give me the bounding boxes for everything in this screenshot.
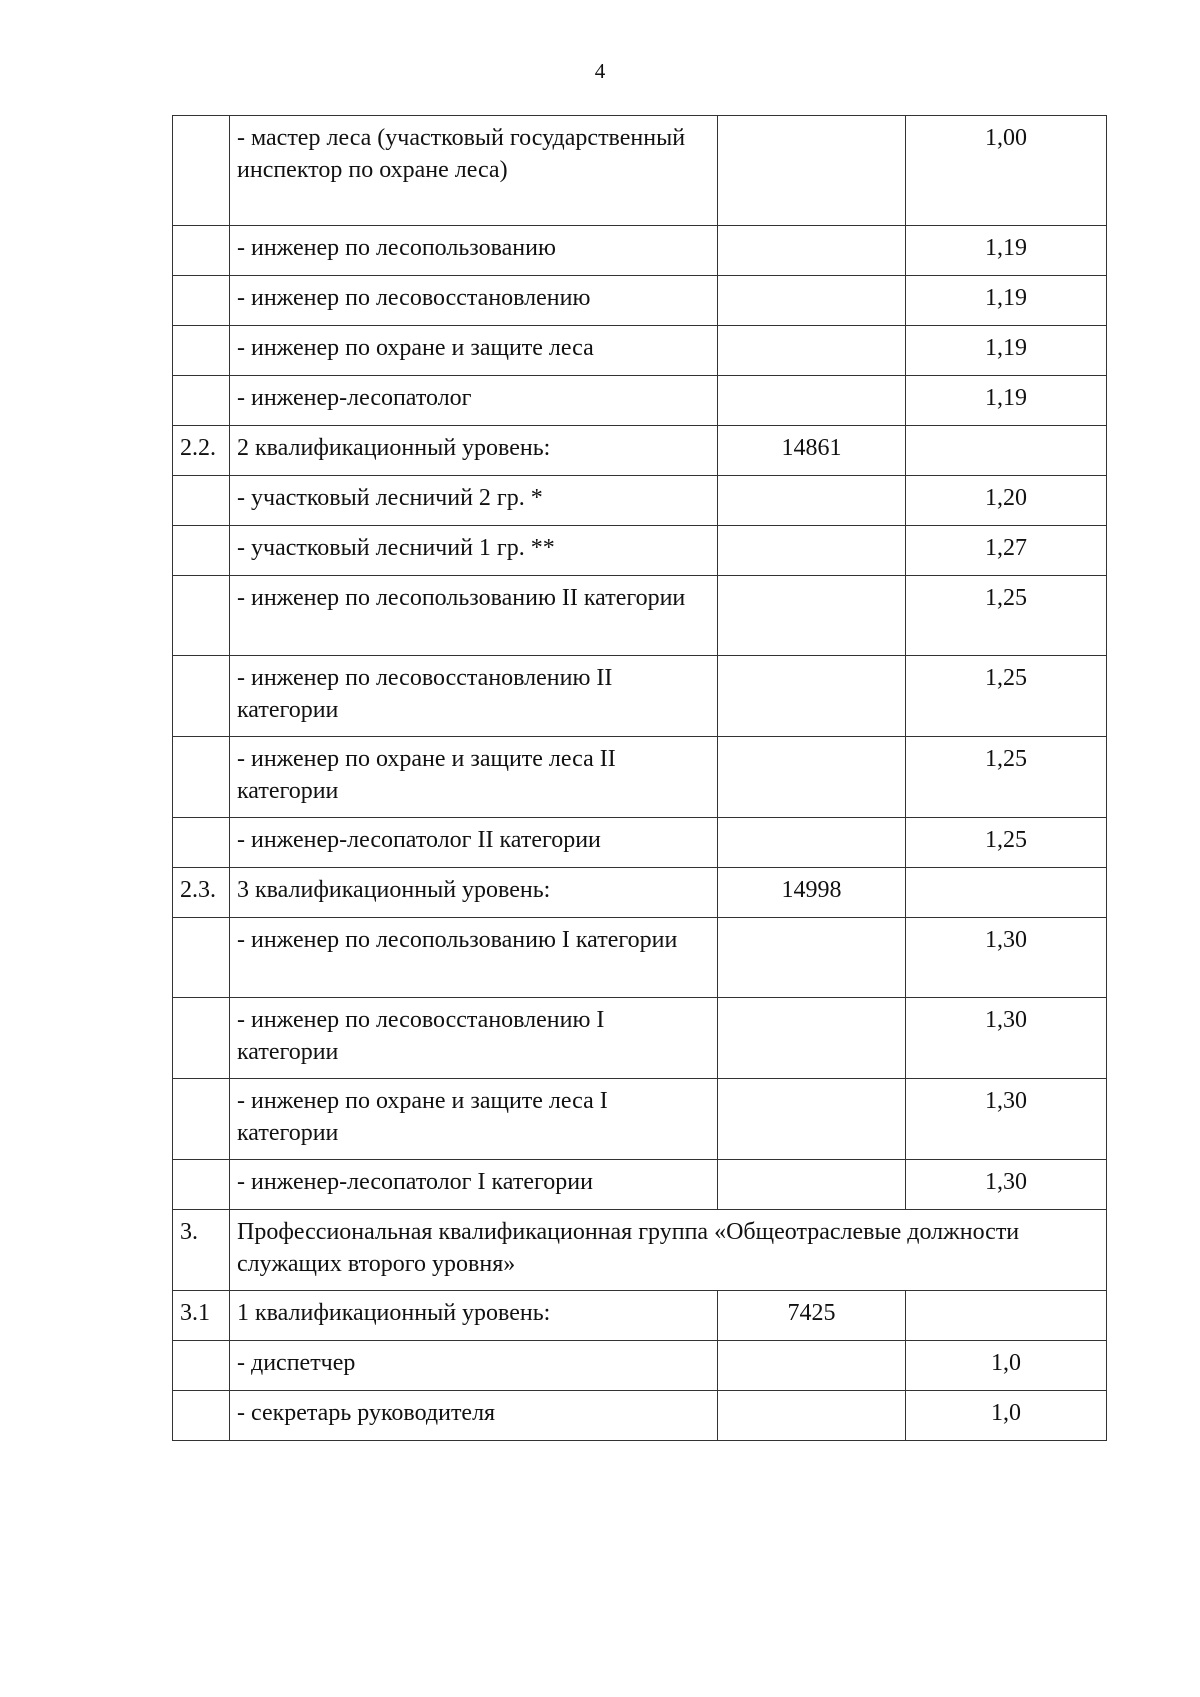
coefficient-cell: 1,19: [906, 226, 1107, 276]
position-name-cell: - участковый лесничий 1 гр. **: [230, 526, 718, 576]
table-row: [173, 476, 1107, 526]
base-salary-cell: [718, 1079, 906, 1160]
coefficient-cell: 1,30: [906, 998, 1107, 1079]
base-salary-cell: [718, 1341, 906, 1391]
row-number-cell: 3.: [173, 1210, 230, 1291]
row-number-cell: [173, 526, 230, 576]
base-salary-cell: [718, 656, 906, 737]
base-salary-cell: 14861: [718, 426, 906, 476]
base-salary-cell: [718, 918, 906, 998]
row-number-cell: [173, 376, 230, 426]
base-salary-cell: [718, 276, 906, 326]
base-salary-cell: [718, 1391, 906, 1441]
table-row: [173, 737, 1107, 818]
row-number-cell: [173, 737, 230, 818]
coefficient-cell: [906, 868, 1107, 918]
coefficient-cell: 1,25: [906, 576, 1107, 656]
table-row: [173, 276, 1107, 326]
table-row: [173, 818, 1107, 868]
table-row: [173, 1391, 1107, 1441]
table-row: [173, 1341, 1107, 1391]
base-salary-cell: 7425: [718, 1291, 906, 1341]
position-name-cell: 2 квалификационный уровень:: [230, 426, 718, 476]
coefficient-cell: 1,27: [906, 526, 1107, 576]
position-name-cell: - инженер по охране и защите леса: [230, 326, 718, 376]
row-number-cell: [173, 656, 230, 737]
coefficient-cell: 1,00: [906, 116, 1107, 226]
salary-table: [172, 115, 1107, 1441]
base-salary-cell: [718, 737, 906, 818]
row-number-cell: [173, 998, 230, 1079]
position-name-cell: - инженер по охране и защите леса I категории: [230, 1079, 718, 1160]
row-number-cell: [173, 1079, 230, 1160]
base-salary-cell: [718, 818, 906, 868]
coefficient-cell: 1,30: [906, 1160, 1107, 1210]
position-name-cell: - участковый лесничий 2 гр. *: [230, 476, 718, 526]
table-row: [173, 226, 1107, 276]
coefficient-cell: 1,25: [906, 656, 1107, 737]
position-name-cell: - инженер по охране и защите леса II категории: [230, 737, 718, 818]
position-name-cell: - мастер леса (участковый государственный инспектор по охране леса): [230, 116, 718, 226]
position-name-cell: - инженер-лесопатолог I категории: [230, 1160, 718, 1210]
base-salary-cell: [718, 576, 906, 656]
base-salary-cell: [718, 476, 906, 526]
table-row: [173, 116, 1107, 226]
coefficient-cell: 1,19: [906, 276, 1107, 326]
row-number-cell: [173, 576, 230, 656]
position-name-cell: - инженер по лесопользованию I категории: [230, 918, 718, 998]
coefficient-cell: [906, 426, 1107, 476]
position-name-cell: - инженер-лесопатолог: [230, 376, 718, 426]
base-salary-cell: [718, 116, 906, 226]
coefficient-cell: 1,0: [906, 1391, 1107, 1441]
row-number-cell: [173, 116, 230, 226]
row-number-cell: [173, 818, 230, 868]
table-row: [173, 1160, 1107, 1210]
coefficient-cell: 1,19: [906, 326, 1107, 376]
row-number-cell: [173, 1341, 230, 1391]
table-row: [173, 656, 1107, 737]
base-salary-cell: 14998: [718, 868, 906, 918]
base-salary-cell: [718, 376, 906, 426]
coefficient-cell: 1,19: [906, 376, 1107, 426]
coefficient-cell: 1,30: [906, 1079, 1107, 1160]
table-row: [173, 868, 1107, 918]
base-salary-cell: [718, 326, 906, 376]
table-row: [173, 526, 1107, 576]
group-title-cell: Профессиональная квалификационная группа «Общеотраслевые должности служащих второго уровня»: [230, 1210, 1107, 1291]
row-number-cell: [173, 276, 230, 326]
table-row: [173, 376, 1107, 426]
position-name-cell: - диспетчер: [230, 1341, 718, 1391]
position-name-cell: - инженер по лесопользованию II категории: [230, 576, 718, 656]
coefficient-cell: 1,20: [906, 476, 1107, 526]
page-number: 4: [594, 59, 606, 83]
position-name-cell: - инженер по лесовосстановлению II категории: [230, 656, 718, 737]
position-name-cell: - секретарь руководителя: [230, 1391, 718, 1441]
row-number-cell: [173, 1160, 230, 1210]
row-number-cell: [173, 326, 230, 376]
table-body: [173, 116, 1107, 1441]
table-row: [173, 426, 1107, 476]
row-number-cell: [173, 476, 230, 526]
row-number-cell: 2.3.: [173, 868, 230, 918]
coefficient-cell: 1,25: [906, 737, 1107, 818]
base-salary-cell: [718, 526, 906, 576]
coefficient-cell: 1,0: [906, 1341, 1107, 1391]
table-row: [173, 1210, 1107, 1291]
table-row: [173, 576, 1107, 656]
base-salary-cell: [718, 998, 906, 1079]
coefficient-cell: 1,30: [906, 918, 1107, 998]
table-row: [173, 918, 1107, 998]
row-number-cell: [173, 1391, 230, 1441]
row-number-cell: [173, 226, 230, 276]
position-name-cell: - инженер-лесопатолог II категории: [230, 818, 718, 868]
position-name-cell: 1 квалификационный уровень:: [230, 1291, 718, 1341]
position-name-cell: - инженер по лесовосстановлению I категории: [230, 998, 718, 1079]
row-number-cell: 2.2.: [173, 426, 230, 476]
coefficient-cell: [906, 1291, 1107, 1341]
coefficient-cell: 1,25: [906, 818, 1107, 868]
base-salary-cell: [718, 1160, 906, 1210]
table-row: [173, 1291, 1107, 1341]
position-name-cell: - инженер по лесопользованию: [230, 226, 718, 276]
position-name-cell: 3 квалификационный уровень:: [230, 868, 718, 918]
row-number-cell: [173, 918, 230, 998]
base-salary-cell: [718, 226, 906, 276]
position-name-cell: - инженер по лесовосстановлению: [230, 276, 718, 326]
table-row: [173, 1079, 1107, 1160]
table-row: [173, 998, 1107, 1079]
table-row: [173, 326, 1107, 376]
row-number-cell: 3.1: [173, 1291, 230, 1341]
